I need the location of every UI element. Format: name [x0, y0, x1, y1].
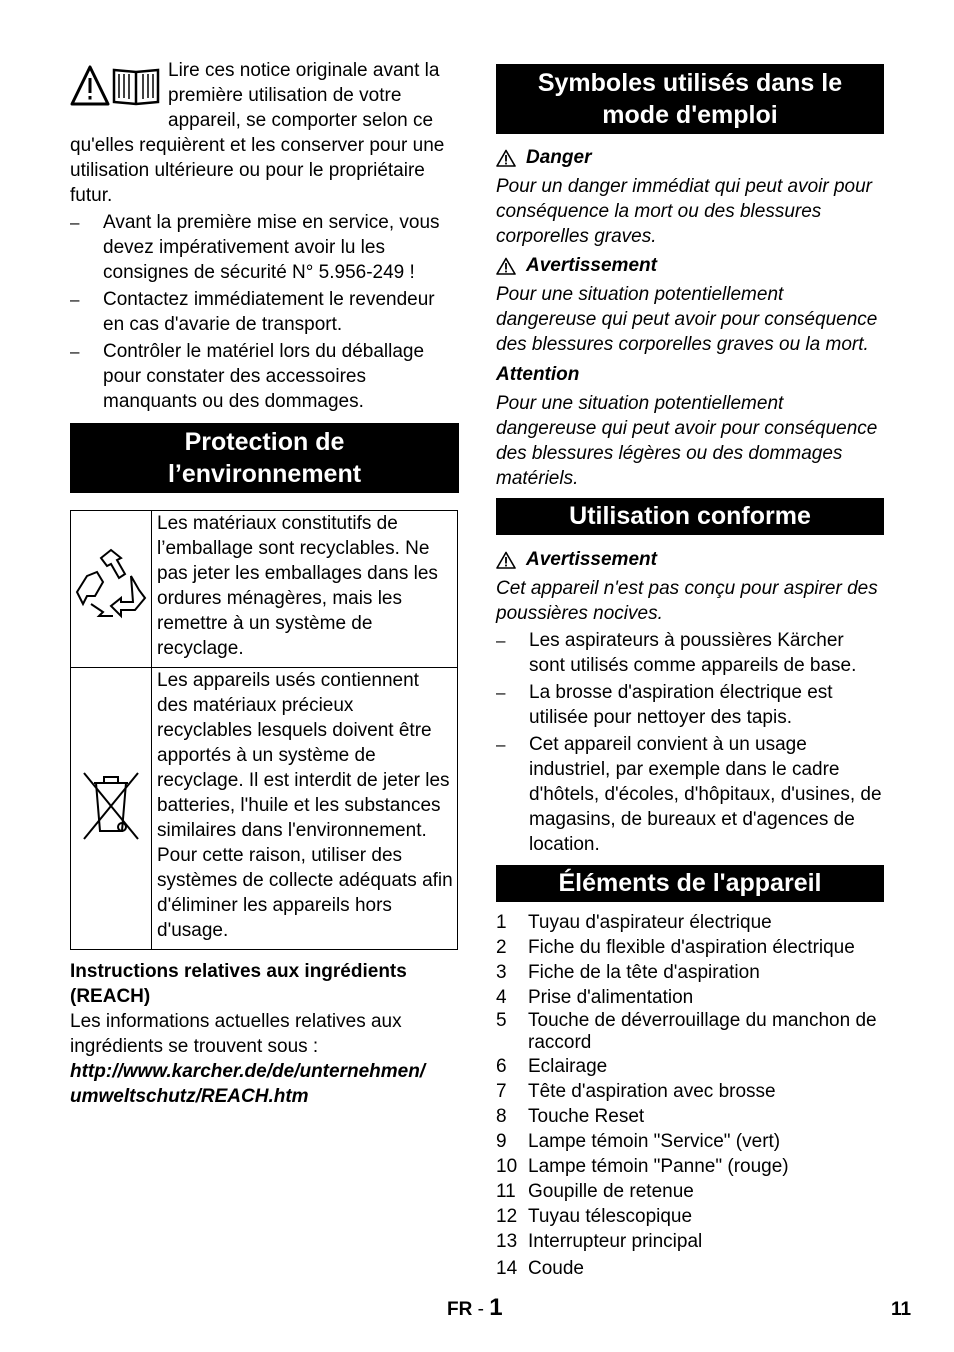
item-label: Lampe témoin "Panne" (rouge): [528, 1156, 789, 1177]
warning-text: Pour une situation potentiellement dangereuse qui peut avoir pour conséquence des blessures corporelles graves ou la mort.: [496, 284, 878, 355]
item-label: Interrupteur principal: [528, 1231, 703, 1252]
table-icon-cell: [71, 668, 152, 950]
elements-heading: [496, 865, 884, 902]
use-list: [496, 628, 884, 857]
item-label: Fiche du flexible d'aspiration électrique: [528, 937, 855, 958]
item-label: Goupille de retenue: [528, 1181, 694, 1202]
list-item: [496, 1256, 884, 1281]
crossed-bin-icon: [78, 765, 144, 845]
footer-sep: -: [477, 1299, 484, 1320]
list-item: [496, 1179, 884, 1204]
environment-table: [70, 510, 458, 950]
danger-title: [496, 145, 884, 170]
item-number: 6: [496, 1056, 507, 1077]
use-warning-title: [496, 547, 884, 572]
item-number: 8: [496, 1106, 507, 1127]
use-warning-title-text: Avertissement: [526, 549, 657, 570]
list-item: – La brosse d'aspiration électrique est utilisée pour nettoyer des tapis.: [496, 680, 884, 730]
warning-title: [496, 253, 884, 278]
item-label: Fiche de la tête d'aspiration: [528, 962, 760, 983]
danger-title-text: Danger: [526, 147, 592, 168]
warning-triangle-icon: [496, 551, 516, 569]
footer-lang-page: 1: [489, 1294, 503, 1321]
list-item: [496, 985, 884, 1010]
list-item: [496, 1054, 884, 1079]
use-heading: [496, 498, 884, 535]
reach-text: Les informations actuelles relatives aux ingrédients se trouvent sous :: [70, 1011, 402, 1057]
item-label: Coude: [528, 1258, 584, 1279]
item-label: Touche de déverrouillage du manchon de raccord: [528, 1010, 877, 1053]
item-number: 2: [496, 937, 507, 958]
page-number: 11: [891, 1299, 912, 1320]
item-number: 13: [496, 1231, 518, 1252]
item-label: Touche Reset: [528, 1106, 645, 1127]
danger-text: Pour un danger immédiat qui peut avoir pour conséquence la mort ou des blessures corporelles graves.: [496, 176, 873, 247]
list-item: [496, 910, 884, 935]
table-row: [71, 511, 458, 668]
elements-list: [496, 910, 884, 1281]
table-text-cell: Les appareils usés contiennent des matériaux précieux recyclables lesquels doivent être apportés à un système de recyclage. Il est interdit de jeter les batteries, l'huile et les substances similaires dans l'environnement. Pour cette raison, utiliser des systèmes de collecte adéquats afin d'éliminer les appareils hors d'usage.: [152, 668, 458, 950]
item-label: Lampe témoin "Service" (vert): [528, 1131, 781, 1152]
environment-heading-line: l’environnement: [167, 460, 362, 488]
list-item: – Contrôler le matériel lors du déballage pour constater des accessoires manquants ou des dommages.: [70, 339, 459, 414]
recycle-icon: [73, 546, 149, 626]
list-item: [496, 960, 884, 985]
warning-triangle-icon: [496, 149, 516, 167]
item-number: 10: [496, 1156, 518, 1177]
item-label: Prise d'alimentation: [528, 987, 694, 1008]
item-number: 11: [496, 1181, 516, 1202]
intro-list: [70, 210, 459, 414]
list-item: [496, 1154, 884, 1179]
left-column: [70, 58, 459, 1109]
item-number: 12: [496, 1206, 518, 1227]
use-warning-text: Cet appareil n'est pas conçu pour aspirer des poussières nocives.: [496, 578, 878, 624]
list-item: [496, 1010, 884, 1054]
table-text-cell: Les matériaux constitutifs de l’emballage sont recyclables. Ne pas jeter les emballages dans les ordures ménagères, mais les remettre à un système de recyclage.: [152, 511, 458, 668]
list-item: [496, 1129, 884, 1154]
list-item: – Cet appareil convient à un usage industriel, par exemple dans le cadre d'hôtels, d'écoles, d'hôpitaux, d'usines, de magasins, de bureaux et d'agences de location.: [496, 732, 884, 857]
attention-title: Attention: [496, 364, 580, 385]
item-label: Eclairage: [528, 1056, 608, 1077]
symbols-heading-line: Symboles utilisés dans le: [537, 69, 843, 97]
list-item: [496, 1229, 884, 1254]
intro-text: Lire ces notice originale avant la première utilisation de votre appareil, se comporter selon ce qu'elles requièrent et les conserver pour une utilisation ultérieure ou pour le propriétaire futur.: [70, 60, 445, 206]
environment-heading-line: Protection de: [184, 428, 345, 456]
reach-url-line[interactable]: umweltschutz/REACH.htm: [70, 1086, 309, 1107]
attention-text: Pour une situation potentiellement dangereuse qui peut avoir pour conséquence des blessures légères ou des dommages matériels.: [496, 393, 878, 489]
item-number: 9: [496, 1131, 507, 1152]
list-item: [496, 1204, 884, 1229]
table-row: [71, 668, 458, 950]
item-number: 14: [496, 1258, 518, 1279]
symbols-heading: [496, 64, 884, 134]
list-item: – Contactez immédiatement le revendeur en cas d'avarie de transport.: [70, 287, 459, 337]
item-number: 1: [496, 912, 507, 933]
warning-title-text: Avertissement: [526, 255, 657, 276]
environment-heading: [70, 423, 459, 493]
reach-url-line[interactable]: http://www.karcher.de/de/unternehmen/: [70, 1061, 426, 1082]
warning-triangle-icon: [496, 257, 516, 275]
list-item: [496, 935, 884, 960]
intro-block: [70, 58, 459, 208]
elements-heading-text: Éléments de l'appareil: [558, 869, 822, 897]
warning-manual-icon: [70, 64, 162, 110]
list-item: – Les aspirateurs à poussières Kärcher sont utilisés comme appareils de base.: [496, 628, 884, 678]
footer-lang: FR: [447, 1299, 473, 1320]
item-number: 5: [496, 1010, 507, 1031]
right-column: [496, 64, 884, 1281]
table-icon-cell: [71, 511, 152, 668]
item-label: Tuyau d'aspirateur électrique: [528, 912, 772, 933]
use-heading-text: Utilisation conforme: [569, 502, 811, 530]
footer-language-page: [447, 1295, 503, 1322]
symbols-heading-line: mode d'emploi: [602, 101, 778, 129]
item-number: 3: [496, 962, 507, 983]
reach-url[interactable]: [70, 1059, 459, 1109]
list-item: [496, 1104, 884, 1129]
reach-title: Instructions relatives aux ingrédients (REACH): [70, 961, 407, 1007]
item-number: 4: [496, 987, 507, 1008]
item-label: Tuyau télescopique: [528, 1206, 693, 1227]
list-item: – Avant la première mise en service, vous devez impérativement avoir lu les consignes de sécurité N° 5.956-249 !: [70, 210, 459, 285]
item-number: 7: [496, 1081, 507, 1102]
list-item: [496, 1079, 884, 1104]
item-label: Tête d'aspiration avec brosse: [528, 1081, 776, 1102]
